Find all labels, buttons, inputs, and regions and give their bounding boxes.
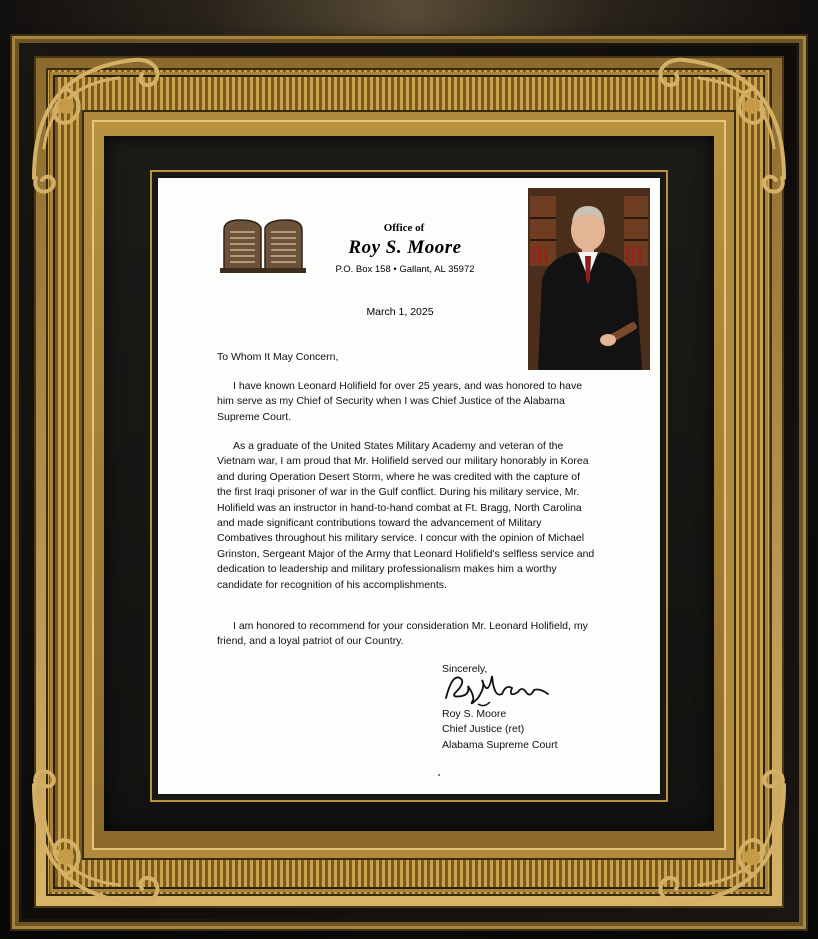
letterhead-name: Roy S. Moore	[348, 237, 462, 258]
commandments-tablet-icon	[220, 216, 306, 274]
frame-corner-ornament-icon	[24, 48, 174, 198]
paper-speck	[438, 774, 440, 776]
signer-block	[442, 707, 558, 753]
frame-corner-ornament-icon	[644, 48, 794, 198]
handwritten-signature	[442, 668, 552, 710]
judge-portrait	[528, 188, 650, 370]
letterhead-office-of: Office of	[383, 222, 425, 234]
frame-corner-ornament-icon	[644, 765, 794, 915]
signer-name: Roy S. Moore	[442, 708, 507, 720]
letter-salutation: To Whom It May Concern,	[217, 351, 339, 363]
letterhead-address: P.O. Box 158 • Gallant, AL 35972	[335, 264, 475, 275]
letter-paragraph: As a graduate of the United States Military Academy and veteran of the Vietnam war, I am proud that Mr. Holifield served our military honorably in Korea and during Operation Desert Storm, where he was credited with the capture of the first Iraqi prisoner of war in the Gulf conflict. During his military service, Mr. Holifield was an instructor in hand-to-hand combat at Ft. Bragg, North Carolina and made significant contributions toward the advancement of Military Combatives throughout his military service. I concur with the opinion of Michael Grinston, Sergeant Major of the Army that Leonard Holifield's selfless service and dedication to leadership and military professionalism makes him a worthy candidate for recognition of his accomplishments.	[217, 440, 595, 591]
frame-corner-ornament-icon	[24, 765, 174, 915]
signer-court: Alabama Supreme Court	[442, 738, 558, 751]
signer-title: Chief Justice (ret)	[442, 723, 525, 736]
letter-paragraph: I have known Leonard Holifield for over 25 years, and was honored to have him serve as my Chief of Security when I was Chief Justice of the Alabama Supreme Court.	[217, 380, 583, 423]
letter-date: March 1, 2025	[366, 306, 434, 318]
letter-paragraph: I am honored to recommend for your consideration Mr. Leonard Holifield, my friend, and a loyal patriot of our Country.	[217, 620, 588, 648]
letter-closing: Sincerely,	[442, 663, 488, 675]
